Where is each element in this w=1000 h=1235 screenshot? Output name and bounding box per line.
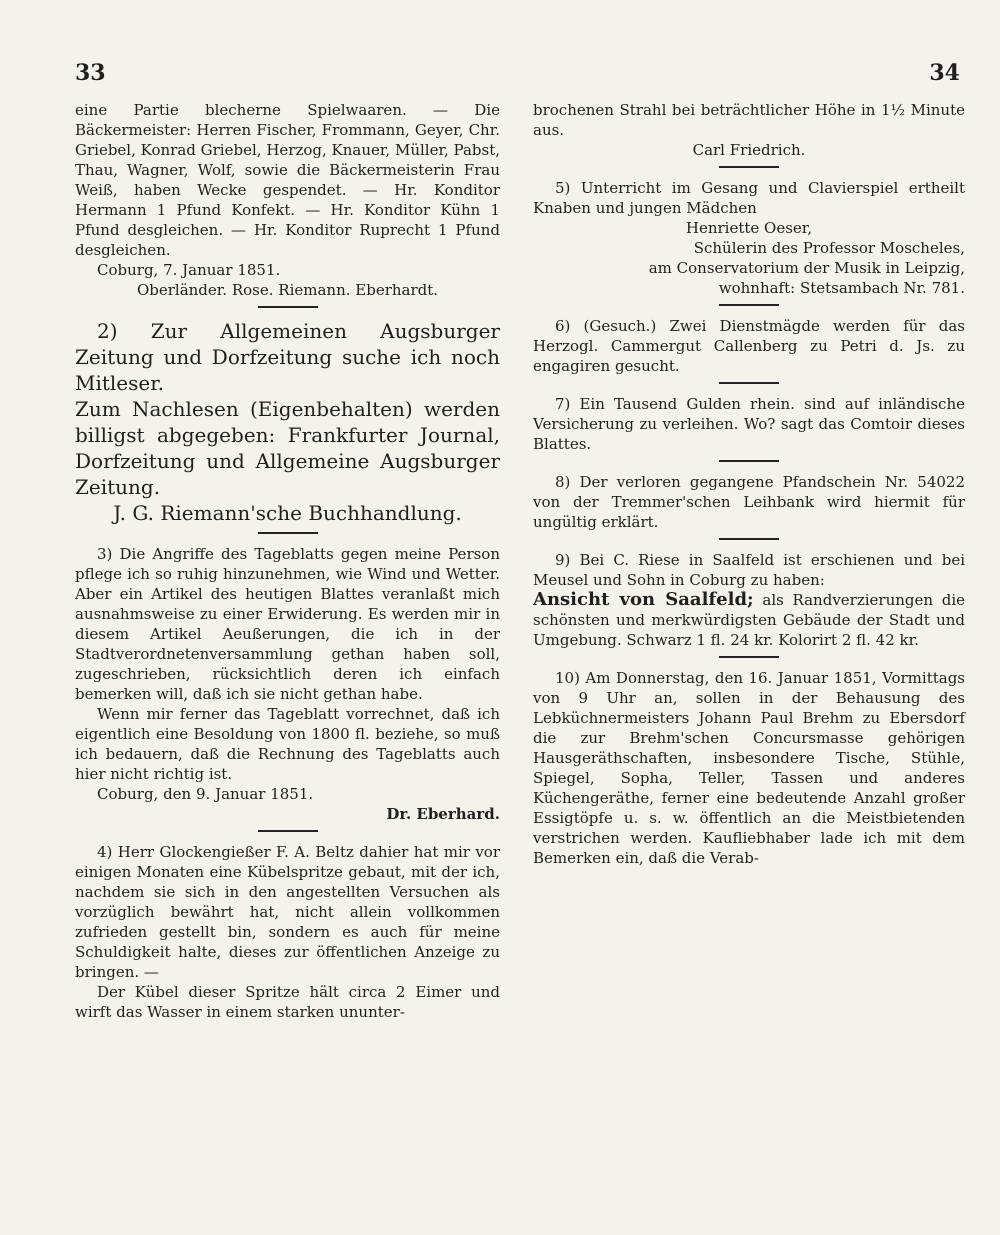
- separator-rule: [533, 160, 965, 174]
- ad-9-paragraph-1: 9) Bei C. Riese in Saalfeld ist erschienen und bei Meusel und Sohn in Coburg zu haben:: [533, 551, 965, 589]
- ad-10: 10) Am Donnerstag, den 16. Januar 1851, Vormittags von 9 Uhr an, sollen in der Behausung des Lebküchnermeisters Johann Paul Brehm zu Ebersdorf die zur Brehm'schen Concursmasse gehörigen Hausgeräthschaften, insbesondere Tische, Stühle, Spiegel, Sopha, Teller, Tassen und anderes Küchengeräthe, ferner eine bedeutende Anzahl großer Essigtöpfe u. s. w. öffentlich an die Meistbietenden verstrichen werden. Kaufliebhaber lade ich mit dem Bemerken ein, daß die Verab-: [533, 669, 965, 867]
- page-number-right: 34: [929, 60, 960, 86]
- ad-3-paragraph-2: Wenn mir ferner das Tageblatt vorrechnet, daß ich eigentlich eine Besoldung von 1800 fl. beziehe, so muß ich bedauern, daß die Rechnung des Tageblatts auch hier nicht richtig ist.: [75, 705, 500, 783]
- separator-rule: [75, 300, 500, 314]
- ad-3-paragraph-1: 3) Die Angriffe des Tageblatts gegen meine Person pflege ich so ruhig hinzunehmen, wie Wind und Wetter. Aber ein Artikel des heutigen Blattes veranlaßt mich ausnahmsweise zu einer Erwiderung. Es werden mir in diesem Artikel Aeußerungen, die ich in der Stadtverordnetenversammlung gethan haben soll, zugeschrieben, rücksichtlich deren ich einfach bemerken will, daß ich sie nicht gethan habe.: [75, 545, 500, 703]
- ad-9-title: Ansicht von Saalfeld;: [533, 589, 754, 610]
- ad-5-body: 5) Unterricht im Gesang und Clavierspiel ertheilt Knaben und jungen Mädchen: [533, 179, 965, 217]
- ad-9-rest: als Randverzierungen die schönsten und merkwürdigsten Gebäude der Stadt und Umgebung. Schwarz 1 fl. 24 kr. Kolorirt 2 fl. 42 kr.: [533, 591, 965, 649]
- signatories: Oberländer. Rose. Riemann. Eberhardt.: [136, 281, 439, 299]
- ad-8: 8) Der verloren gegangene Pfandschein Nr. 54022 von der Tremmer'schen Leihbank wird hiermit für ungültig erklärt.: [533, 473, 965, 531]
- separator-rule: [533, 454, 965, 468]
- ad-2-title: 2) Zur Allgemeinen Augsburger Zeitung und Dorfzeitung suche ich noch Mitleser.: [75, 319, 500, 395]
- continued-signature: Carl Friedrich.: [692, 141, 806, 159]
- ad-4-paragraph-2: Der Kübel dieser Spritze hält circa 2 Eimer und wirft das Wasser in einem starken ununter-: [75, 983, 500, 1021]
- ad-5-name: Henriette Oeser,: [685, 219, 813, 237]
- ad-2-signature: J. G. Riemann'sche Buchhandlung.: [113, 501, 462, 525]
- separator-rule: [75, 824, 500, 838]
- page-number-left: 33: [75, 60, 106, 86]
- ad-7: 7) Ein Tausend Gulden rhein. sind auf inländische Versicherung zu verleihen. Wo? sagt das Comtoir dieses Blattes.: [533, 395, 965, 453]
- separator-rule: [533, 298, 965, 312]
- ad-6: 6) (Gesuch.) Zwei Dienstmägde werden für das Herzogl. Cammergut Callenberg zu Petri d. Js. zu engagiren gesucht.: [533, 317, 965, 375]
- left-column: [75, 100, 500, 1022]
- ad-5-line-1: Schülerin des Professor Moscheles,: [693, 239, 965, 257]
- continued-text-right: brochenen Strahl bei beträchtlicher Höhe in 1½ Minute aus.: [533, 101, 965, 139]
- continued-text: eine Partie blecherne Spielwaaren. — Die Bäckermeister: Herren Fischer, Frommann, Geyer, Chr. Griebel, Konrad Griebel, Herzog, Knauer, Müller, Pabst, Thau, Wagner, Wolf, sowie die Bäckermeisterin Frau Weiß, haben Wecke gespendet. — Hr. Konditor Hermann 1 Pfund Konfekt. — Hr. Konditor Kühn 1 Pfund desgleichen. — Hr. Konditor Ruprecht 1 Pfund desgleichen.: [75, 101, 500, 259]
- ad-3-date: Coburg, den 9. Januar 1851.: [97, 785, 314, 803]
- separator-rule: [533, 650, 965, 664]
- ad-5-line-3: wohnhaft: Stetsambach Nr. 781.: [718, 279, 965, 297]
- separator-rule: [75, 526, 500, 540]
- ad-3-signature: Dr. Eberhard.: [386, 805, 500, 823]
- ad-5-line-2: am Conservatorium der Musik in Leipzig,: [648, 259, 965, 277]
- separator-rule: [533, 376, 965, 390]
- ad-2-body: Zum Nachlesen (Eigenbehalten) werden billigst abgegeben: Frankfurter Journal, Dorfzeitung und Allgemeine Augsburger Zeitung.: [75, 397, 500, 499]
- separator-rule: [533, 532, 965, 546]
- date-line: Coburg, 7. Januar 1851.: [97, 261, 281, 279]
- right-column: [533, 100, 965, 868]
- ad-4-paragraph-1: 4) Herr Glockengießer F. A. Beltz dahier hat mir vor einigen Monaten eine Kübelspritze gebaut, mit der ich, nachdem sie sich in den angestellten Versuchen als vorzüglich bewährt hat, nicht allein vollkommen zufrieden gestellt bin, sondern es auch für meine Schuldigkeit halte, dieses zur öffentlichen Anzeige zu bringen. —: [75, 843, 500, 981]
